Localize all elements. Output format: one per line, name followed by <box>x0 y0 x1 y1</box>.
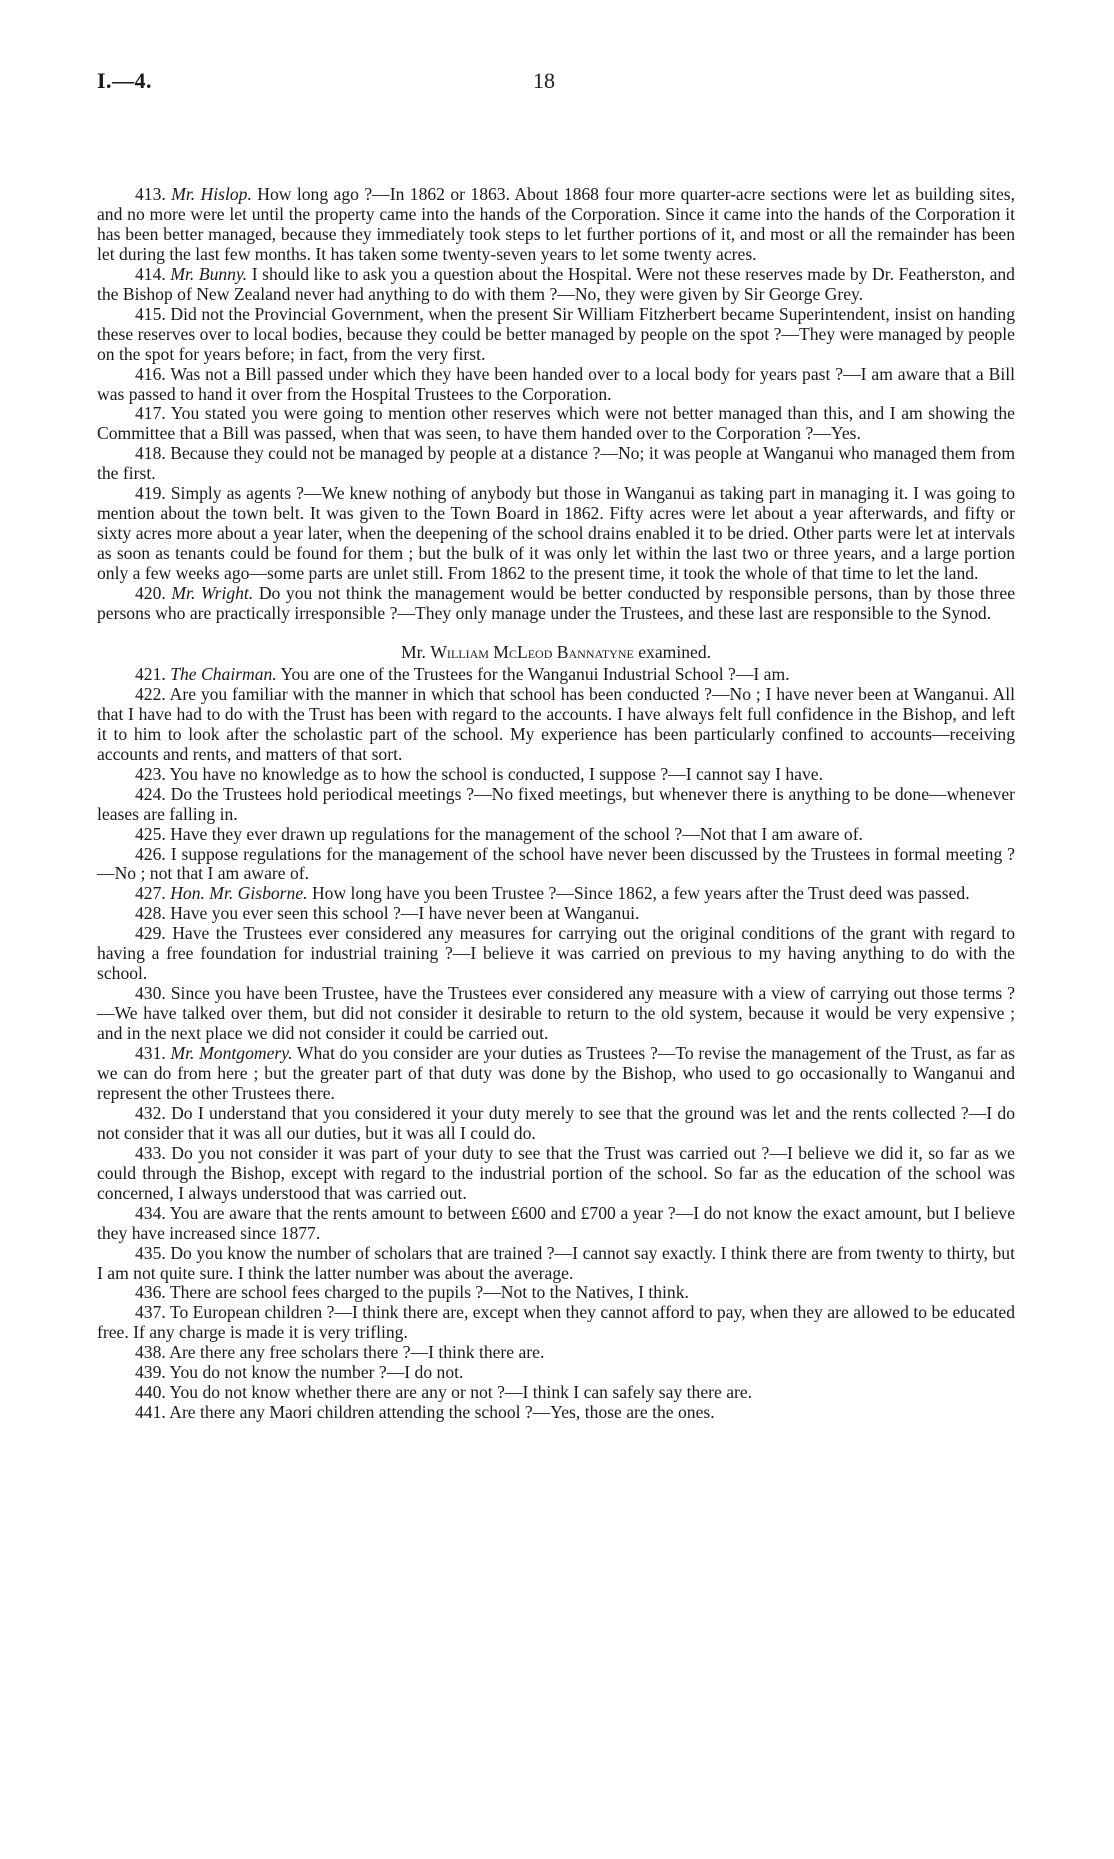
evidence-text <box>97 185 1015 1423</box>
question-number: 439. <box>135 1362 166 1383</box>
paragraphs-after <box>97 665 1015 1423</box>
question-number: 423. <box>135 763 166 784</box>
question-text: There are school fees charged to the pupils ?—Not to the Natives, I think. <box>169 1282 689 1303</box>
question-paragraph <box>97 1204 1015 1244</box>
question-number: 432. <box>135 1102 166 1123</box>
question-paragraph <box>97 444 1015 484</box>
page-number: 18 <box>533 68 555 93</box>
question-number: 430. <box>135 983 166 1004</box>
question-number: 438. <box>135 1342 166 1363</box>
speaker-name: Mr. Bunny. <box>170 263 248 284</box>
question-paragraph <box>97 484 1015 584</box>
question-text: You do not know whether there are any or not ?—I think I can safely say there are. <box>169 1382 753 1403</box>
question-number: 428. <box>135 903 166 924</box>
question-number: 441. <box>135 1402 166 1423</box>
question-number: 413. <box>135 184 166 204</box>
question-number: 420. <box>135 583 166 604</box>
question-text: I suppose regulations for the management of the school have never been discussed by the Trustees in formal meeting ?—No ; not that I am aware of. <box>97 843 1015 884</box>
speaker-name: Mr. Hislop. <box>171 184 252 204</box>
question-number: 427. <box>135 883 166 904</box>
question-paragraph <box>97 1363 1015 1383</box>
question-text: Simply as agents ?—We knew nothing of anybody but those in Wanganui as taking part in managing it. I was going to mention about the town belt. It was given to the Town Board in 1862. Fifty acres were let about a year afterwards, and fifty or sixty acres more about a year later, when the deepening of the school drains enabled it to be dried. Other parts were let at intervals as soon as tenants could be found for them ; but the bulk of it was only let within the last two or three years, and a large portion only a few weeks ago—some parts are unlet still. From 1862 to the present time, it took the whole of that time to let the land. <box>97 483 1015 584</box>
question-text: Are there any Maori children attending the school ?—Yes, those are the ones. <box>169 1402 715 1423</box>
question-text: Do I understand that you considered it your duty merely to see that the ground was let and the rents collected ?—I do not consider that it was all our duties, but it was all I could do. <box>97 1102 1015 1143</box>
question-paragraph <box>97 845 1015 885</box>
question-text: You are aware that the rents amount to between £600 and £700 a year ?—I do not know the exact amount, but I believe they have increased since 1877. <box>97 1202 1015 1243</box>
question-paragraph <box>97 1104 1015 1144</box>
speaker-name: Mr. Wright. <box>171 583 254 604</box>
question-number: 419. <box>135 483 166 504</box>
question-paragraph <box>97 365 1015 405</box>
question-number: 422. <box>135 683 166 704</box>
question-paragraph <box>97 1383 1015 1403</box>
document-page <box>97 68 1027 102</box>
question-paragraph <box>97 685 1015 765</box>
question-paragraph <box>97 904 1015 924</box>
question-paragraph <box>97 1244 1015 1284</box>
question-text: Do the Trustees hold periodical meetings ?—No fixed meetings, but whenever there is anything to be done—whenever leases are falling in. <box>97 783 1015 824</box>
question-text: You stated you were going to mention other reserves which were not better managed than this, and I am showing the Committee that a Bill was passed, when that was seen, to have them handed over to the Corporation ?—Yes. <box>97 403 1015 444</box>
question-text: Did not the Provincial Government, when the present Sir William Fitzherbert became Superintendent, insist on handing these reserves over to local bodies, because they could be better managed by people on the spot ?—They were managed by people on the spot for years before; in fact, from the very first. <box>97 303 1015 364</box>
question-paragraph <box>97 1343 1015 1363</box>
question-number: 421. <box>135 663 166 684</box>
question-text: You are one of the Trustees for the Wanganui Industrial School ?—I am. <box>276 663 790 684</box>
question-paragraph <box>97 1303 1015 1343</box>
question-text: What do you consider are your duties as Trustees ?—To revise the management of the Trust, as far as we can do from here ; but the greater part of that duty was done by the Bishop, who used to go occasionally to Wanganui and represent the other Trustees there. <box>97 1043 1015 1103</box>
question-number: 414. <box>135 263 166 284</box>
heading-prefix: Mr. <box>400 641 431 662</box>
question-number: 436. <box>135 1282 166 1303</box>
question-number: 429. <box>135 923 166 944</box>
question-paragraph <box>97 785 1015 825</box>
question-paragraph <box>97 305 1015 365</box>
question-text: I should like to ask you a question about the Hospital. Were not these reserves made by Dr. Featherston, and the Bishop of New Zealand never had anything to do with them ?—No, they were given by Sir George Grey. <box>97 263 1015 304</box>
question-number: 416. <box>135 363 166 384</box>
question-text: Do you not think the management would be better conducted by responsible persons, than by those three persons who are practically irresponsible ?—They only manage under the Trustees, and these last are responsible to the Synod. <box>97 583 1016 624</box>
question-text: Do you know the number of scholars that are trained ?—I cannot say exactly. I think there are from twenty to thirty, but I am not quite sure. I think the latter number was about the average. <box>97 1242 1015 1283</box>
question-text: Do you not consider it was part of your duty to see that the Trust was carried out ?—I believe we did it, so far as we could through the Bishop, except with regard to the industrial portion of the school. So far as the education of the school was concerned, I always understood that was carried out. <box>97 1142 1015 1203</box>
question-paragraph <box>97 185 1015 265</box>
question-text: Was not a Bill passed under which they have been handed over to a local body for years past ?—I am aware that a Bill was passed to hand it over from the Hospital Trustees to the Corporation. <box>97 363 1016 404</box>
question-paragraph <box>97 1044 1015 1104</box>
question-number: 417. <box>135 403 166 424</box>
question-number: 431. <box>135 1043 166 1064</box>
speaker-name: The Chairman. <box>170 663 277 684</box>
question-paragraph <box>97 765 1015 785</box>
question-paragraph <box>97 825 1015 845</box>
question-number: 425. <box>135 823 166 844</box>
question-number: 424. <box>135 783 166 804</box>
speaker-name: Hon. Mr. Gisborne. <box>170 883 308 904</box>
question-text: To European children ?—I think there are, except when they cannot afford to pay, when they are allowed to be educated free. If any charge is made it is very trifling. <box>97 1302 1015 1343</box>
question-number: 418. <box>135 443 166 464</box>
question-text: Are you familiar with the manner in which that school has been conducted ?—No ; I have never been at Wanganui. All that I have had to do with the Trust has been with regard to the accounts. I have always felt full confidence in the Bishop, and left it to him to look after the scholastic part of the school. My experience has been particularly confined to accounts—receiving accounts and rents, and matters of that sort. <box>97 683 1015 764</box>
question-text: Have they ever drawn up regulations for the management of the school ?—Not that I am aware of. <box>170 823 863 844</box>
question-paragraph <box>97 584 1015 624</box>
question-paragraph <box>97 665 1015 685</box>
question-text: Are there any free scholars there ?—I think there are. <box>169 1342 545 1363</box>
question-paragraph <box>97 984 1015 1044</box>
witness-name: William McLeod Bannatyne <box>430 641 634 662</box>
question-number: 415. <box>135 303 166 324</box>
document-reference: I.—4. <box>97 68 153 93</box>
question-number: 435. <box>135 1242 166 1263</box>
question-number: 434. <box>135 1202 166 1223</box>
question-text: You have no knowledge as to how the school is conducted, I suppose ?—I cannot say I have. <box>169 763 823 784</box>
question-text: You do not know the number ?—I do not. <box>169 1362 464 1383</box>
question-text: How long have you been Trustee ?—Since 1862, a few years after the Trust deed was passed. <box>307 883 970 904</box>
speaker-name: Mr. Montgomery. <box>170 1043 293 1064</box>
question-text: Since you have been Trustee, have the Trustees ever considered any measure with a view of carrying out those terms ?—We have talked over them, but did not consider it desirable to return to the old system, because it would be very expensive ; and in the next place we did not consider it could be carried out. <box>97 983 1016 1044</box>
question-paragraph <box>97 265 1015 305</box>
question-paragraph <box>97 924 1015 984</box>
question-paragraph <box>97 1403 1015 1423</box>
heading-suffix: examined. <box>633 641 712 662</box>
question-number: 440. <box>135 1382 166 1403</box>
section-heading <box>97 643 1015 663</box>
question-number: 437. <box>135 1302 166 1323</box>
question-text: How long ago ?—In 1862 or 1863. About 1868 four more quarter-acre sections were let as building sites, and no more were let until the property came into the hands of the Corporation. Since it came into the hands of the Corporation it has been better managed, because they immediately took steps to let further portions of it, and most or all the remainder has been let during the last few months. It has taken some twenty-seven years to let some twenty acres. <box>97 184 1015 264</box>
question-paragraph <box>97 884 1015 904</box>
question-paragraph <box>97 1283 1015 1303</box>
question-paragraph <box>97 404 1015 444</box>
question-paragraph <box>97 1144 1015 1204</box>
page-header <box>97 68 1027 102</box>
paragraphs-before <box>97 185 1015 624</box>
question-number: 433. <box>135 1142 166 1163</box>
question-text: Have you ever seen this school ?—I have never been at Wanganui. <box>170 903 640 924</box>
question-text: Because they could not be managed by people at a distance ?—No; it was people at Wanganui who managed them from the first. <box>97 443 1015 484</box>
question-text: Have the Trustees ever considered any measures for carrying out the original conditions of the grant with regard to having a free foundation for industrial training ?—I believe it was carried on previous to my having anything to do with the school. <box>97 923 1015 984</box>
question-number: 426. <box>135 843 166 864</box>
